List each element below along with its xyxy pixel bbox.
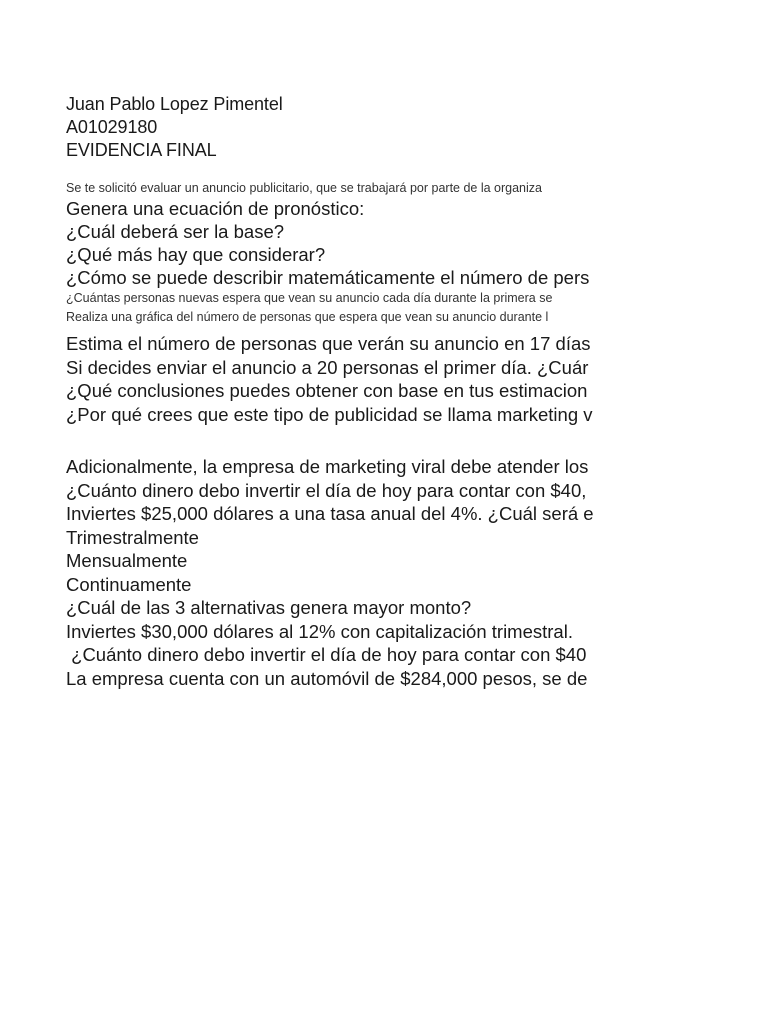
question-line: Si decides enviar el anuncio a 20 personas el primer día. ¿Cuár [66,356,589,378]
intro-paragraph: Se te solicitó evaluar un anuncio publicitario, que se trabajará por parte de la organiza [66,181,542,195]
question-line: Genera una ecuación de pronóstico: [66,198,365,219]
section2-line: Inviertes $30,000 dólares al 12% con capitalización trimestral. [66,620,573,642]
section2-line: ¿Cuánto dinero debo invertir el día de hoy para contar con $40 [66,644,587,665]
section2-line: Adicionalmente, la empresa de marketing viral debe atender los [66,456,589,477]
question-line-small: Realiza una gráfica del número de personas que espera que vean su anuncio durante l [66,310,549,324]
section2-line: ¿Cuánto dinero debo invertir el día de hoy para contar con $40, [66,479,587,501]
question-line: ¿Cómo se puede describir matemáticamente el número de pers [66,267,590,288]
section2-line: Mensualmente [66,550,188,571]
question-line-small: ¿Cuántas personas nuevas espera que vean su anuncio cada día durante la primera se [66,291,553,305]
student-name: Juan Pablo Lopez Pimentel [66,94,283,114]
document-title: EVIDENCIA FINAL [66,140,217,160]
section2-line: Continuamente [66,573,192,595]
section2-line: Inviertes $25,000 dólares a una tasa anual del 4%. ¿Cuál será e [66,503,594,524]
question-line: ¿Por qué crees que este tipo de publicidad se llama marketing v [66,403,593,425]
section2-line: Trimestralmente [66,526,199,548]
document-content [66,93,642,690]
section2-line: La empresa cuenta con un automóvil de $284,000 pesos, se de [66,667,588,689]
student-id: A01029180 [66,117,158,137]
question-line: ¿Qué conclusiones puedes obtener con base en tus estimacion [66,380,588,401]
question-line: ¿Cuál deberá ser la base? [66,221,285,242]
question-line: ¿Qué más hay que considerar? [66,244,326,265]
section2-line: ¿Cuál de las 3 alternativas genera mayor monto? [66,597,472,618]
question-line: Estima el número de personas que verán su anuncio en 17 días [66,333,591,354]
